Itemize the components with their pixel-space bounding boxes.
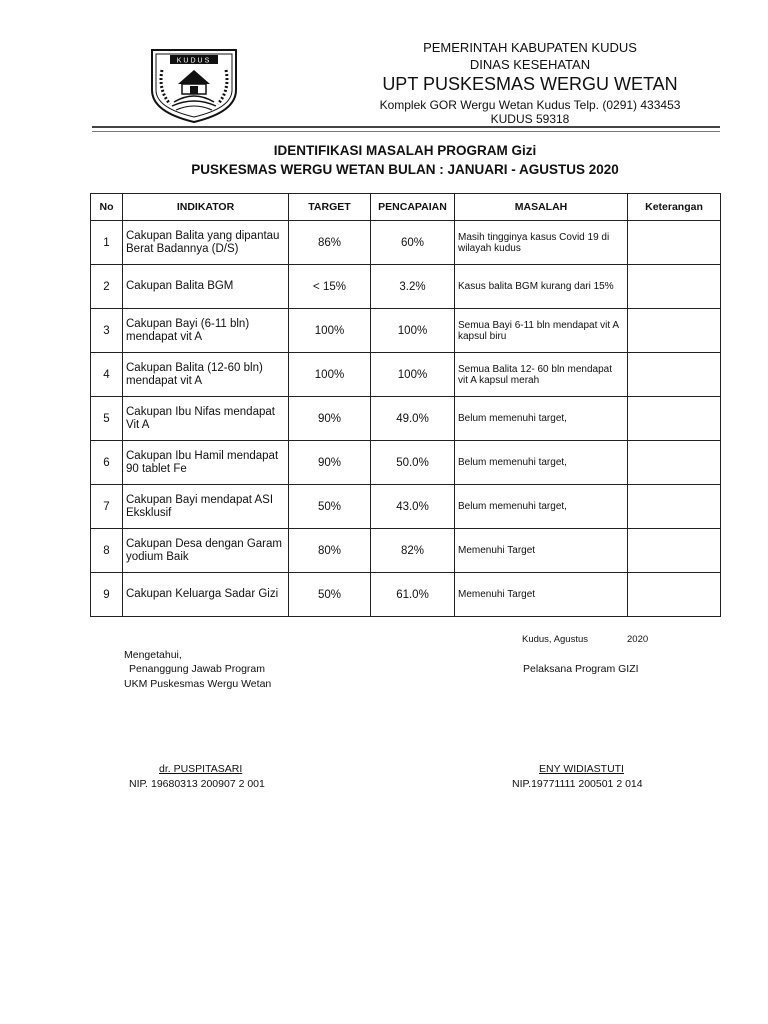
cell-keterangan: [628, 221, 721, 265]
cell-target: < 15%: [289, 265, 371, 309]
cell-target: 86%: [289, 221, 371, 265]
cell-target: 50%: [289, 485, 371, 529]
cell-no: 7: [91, 485, 123, 529]
table-row: [91, 265, 721, 309]
cell-keterangan: [628, 353, 721, 397]
cell-no: 1: [91, 221, 123, 265]
cell-no: 8: [91, 529, 123, 573]
kudus-regency-emblem: [148, 46, 240, 124]
cell-masalah: Belum memenuhi target,: [455, 441, 628, 485]
year: 2020: [627, 634, 649, 645]
cell-target: 90%: [289, 397, 371, 441]
header-divider-thick: [92, 126, 720, 128]
cell-pencapaian: 3.2%: [371, 265, 455, 309]
col-header-target: TARGET: [289, 194, 371, 221]
right-signatory-nip: NIP.19771111 200501 2 014: [512, 778, 643, 790]
cell-indikator: Cakupan Bayi (6-11 bln) mendapat vit A: [123, 309, 289, 353]
cell-pencapaian: 49.0%: [371, 397, 455, 441]
header-department: DINAS KESEHATAN: [469, 57, 591, 72]
col-header-keterangan: Keterangan: [628, 194, 721, 221]
cell-keterangan: [628, 573, 721, 617]
acknowledged-label: Mengetahui,: [124, 649, 182, 661]
cell-no: 5: [91, 397, 123, 441]
cell-masalah: Kasus balita BGM kurang dari 15%: [455, 265, 628, 309]
cell-masalah: Belum memenuhi target,: [455, 485, 628, 529]
emblem-text: KUDUS: [176, 57, 212, 65]
cell-indikator: Cakupan Desa dengan Garam yodium Baik: [123, 529, 289, 573]
cell-no: 4: [91, 353, 123, 397]
document-subtitle: PUSKESMAS WERGU WETAN BULAN : JANUARI - AGUSTUS 2020: [191, 162, 619, 177]
cell-keterangan: [628, 441, 721, 485]
table-row: [91, 353, 721, 397]
program-executor-title: Pelaksana Program GIZI: [523, 663, 639, 675]
cell-keterangan: [628, 265, 721, 309]
cell-indikator: Cakupan Balita (12-60 bln) mendapat vit A: [123, 353, 289, 397]
header-city: KUDUS 59318: [490, 112, 570, 126]
cell-indikator: Cakupan Bayi mendapat ASI Eksklusif: [123, 485, 289, 529]
cell-keterangan: [628, 309, 721, 353]
document-title: IDENTIFIKASI MASALAH PROGRAM Gizi: [273, 143, 537, 158]
cell-masalah: Masih tingginya kasus Covid 19 di wilayah kudus: [455, 221, 628, 265]
left-signatory-name: dr. PUSPITASARI: [159, 763, 243, 775]
cell-no: 9: [91, 573, 123, 617]
col-header-indikator: INDIKATOR: [123, 194, 289, 221]
cell-masalah: Memenuhi Target: [455, 573, 628, 617]
place-date: Kudus, Agustus: [522, 634, 589, 645]
cell-no: 3: [91, 309, 123, 353]
cell-pencapaian: 100%: [371, 309, 455, 353]
cell-pencapaian: 100%: [371, 353, 455, 397]
col-header-masalah: MASALAH: [455, 194, 628, 221]
table-header-row: [91, 194, 721, 221]
cell-target: 50%: [289, 573, 371, 617]
cell-masalah: Memenuhi Target: [455, 529, 628, 573]
cell-masalah: Belum memenuhi target,: [455, 397, 628, 441]
cell-pencapaian: 50.0%: [371, 441, 455, 485]
cell-pencapaian: 43.0%: [371, 485, 455, 529]
col-header-no: No: [91, 194, 123, 221]
left-signatory-nip: NIP. 19680313 200907 2 001: [129, 778, 265, 790]
cell-masalah: Semua Bayi 6-11 bln mendapat vit A kapsul biru: [455, 309, 628, 353]
header-government: PEMERINTAH KABUPATEN KUDUS: [423, 40, 637, 55]
cell-pencapaian: 82%: [371, 529, 455, 573]
cell-keterangan: [628, 397, 721, 441]
cell-indikator: Cakupan Balita BGM: [123, 265, 289, 309]
cell-target: 80%: [289, 529, 371, 573]
cell-indikator: Cakupan Ibu Nifas mendapat Vit A: [123, 397, 289, 441]
cell-pencapaian: 61.0%: [371, 573, 455, 617]
table-row: [91, 221, 721, 265]
cell-masalah: Semua Balita 12- 60 bln mendapat vit A kapsul merah: [455, 353, 628, 397]
header-address: Komplek GOR Wergu Wetan Kudus Telp. (0291) 433453: [379, 98, 681, 112]
problem-identification-table: [90, 193, 721, 617]
program-responsible-title: Penanggung Jawab Program: [129, 663, 266, 675]
header-org-name: UPT PUSKESMAS WERGU WETAN: [382, 74, 678, 94]
cell-keterangan: [628, 485, 721, 529]
cell-pencapaian: 60%: [371, 221, 455, 265]
cell-keterangan: [628, 529, 721, 573]
cell-no: 2: [91, 265, 123, 309]
header-divider-thin: [92, 131, 720, 132]
table-row: [91, 441, 721, 485]
table-row: [91, 529, 721, 573]
table-row: [91, 309, 721, 353]
table-row: [91, 485, 721, 529]
cell-target: 90%: [289, 441, 371, 485]
col-header-pencapaian: PENCAPAIAN: [371, 194, 455, 221]
cell-no: 6: [91, 441, 123, 485]
program-unit: UKM Puskesmas Wergu Wetan: [124, 678, 272, 690]
cell-target: 100%: [289, 309, 371, 353]
cell-indikator: Cakupan Keluarga Sadar Gizi: [123, 573, 289, 617]
cell-target: 100%: [289, 353, 371, 397]
cell-indikator: Cakupan Balita yang dipantau Berat Badannya (D/S): [123, 221, 289, 265]
cell-indikator: Cakupan Ibu Hamil mendapat 90 tablet Fe: [123, 441, 289, 485]
table-row: [91, 397, 721, 441]
table-row: [91, 573, 721, 617]
right-signatory-name: ENY WIDIASTUTI: [539, 763, 624, 775]
